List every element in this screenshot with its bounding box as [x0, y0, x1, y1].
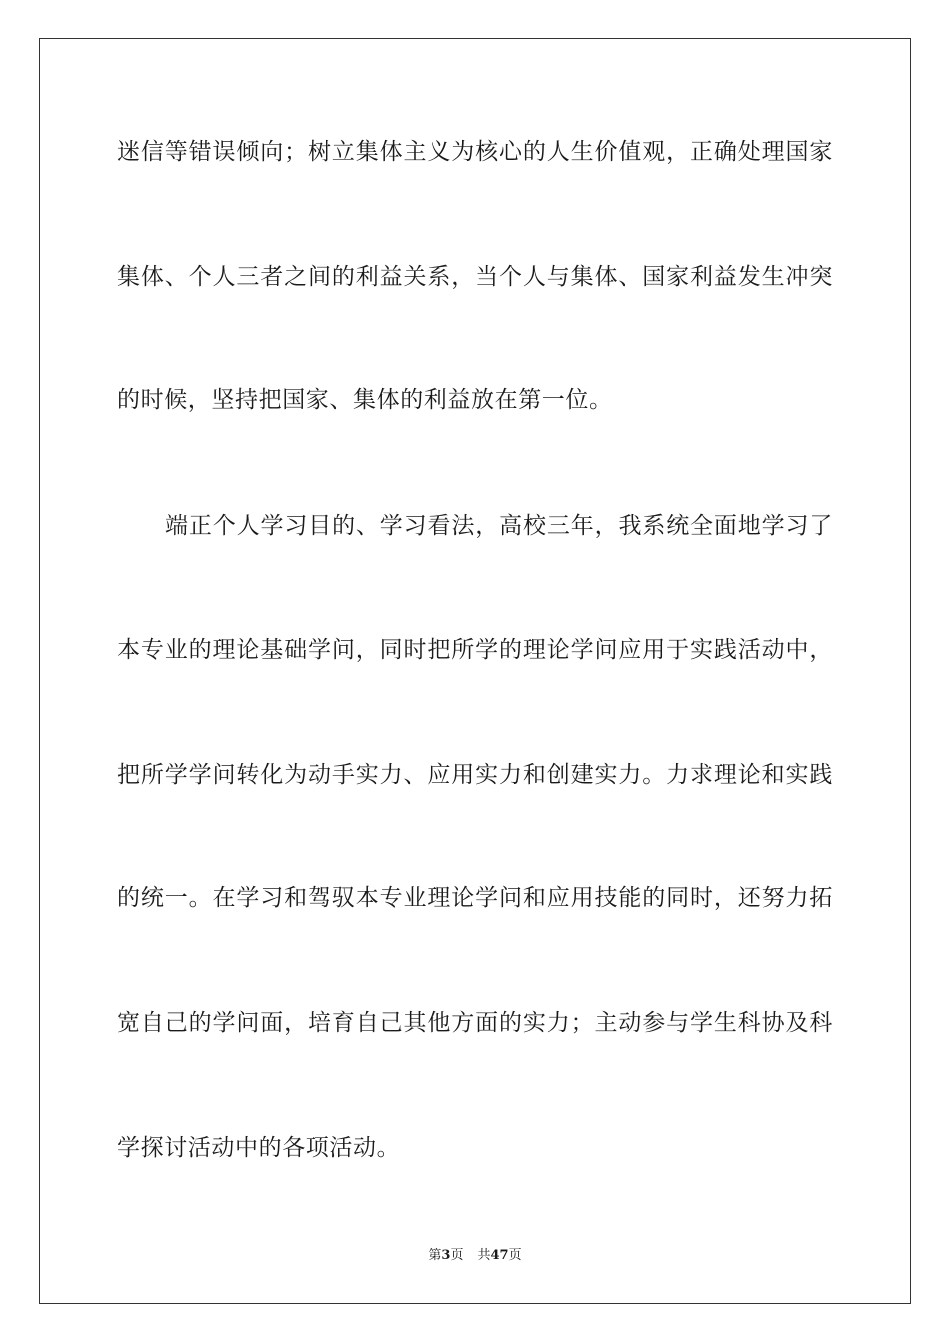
body-line-2: 集体、个人三者之间的利益关系，当个人与集体、国家利益发生冲突 — [117, 264, 833, 290]
page-suffix: 页 — [450, 1248, 464, 1263]
page-border — [39, 38, 911, 1304]
total-suffix: 页 — [508, 1248, 522, 1263]
page-prefix: 第 — [428, 1248, 442, 1263]
page-footer — [0, 1247, 950, 1265]
body-line-6: 把所学学问转化为动手实力、应用实力和创建实力。力求理论和实践 — [117, 762, 833, 788]
body-line-1: 迷信等错误倾向；树立集体主义为核心的人生价值观，正确处理国家 — [117, 139, 833, 165]
page-number: 3 — [441, 1248, 451, 1263]
body-line-9: 学探讨活动中的各项活动。 — [117, 1135, 401, 1161]
body-line-8: 宽自己的学问面，培育自己其他方面的实力；主动参与学生科协及科 — [117, 1010, 833, 1036]
body-line-7: 的统一。在学习和驾驭本专业理论学问和应用技能的同时，还努力拓 — [117, 885, 833, 911]
total-pages: 47 — [490, 1248, 509, 1263]
body-line-3: 的时候，坚持把国家、集体的利益放在第一位。 — [117, 387, 613, 413]
body-line-5: 本专业的理论基础学问，同时把所学的理论学问应用于实践活动中， — [117, 637, 833, 663]
body-line-4: 端正个人学习目的、学习看法，高校三年，我系统全面地学习了 — [165, 513, 833, 539]
total-prefix: 共 — [477, 1248, 491, 1263]
